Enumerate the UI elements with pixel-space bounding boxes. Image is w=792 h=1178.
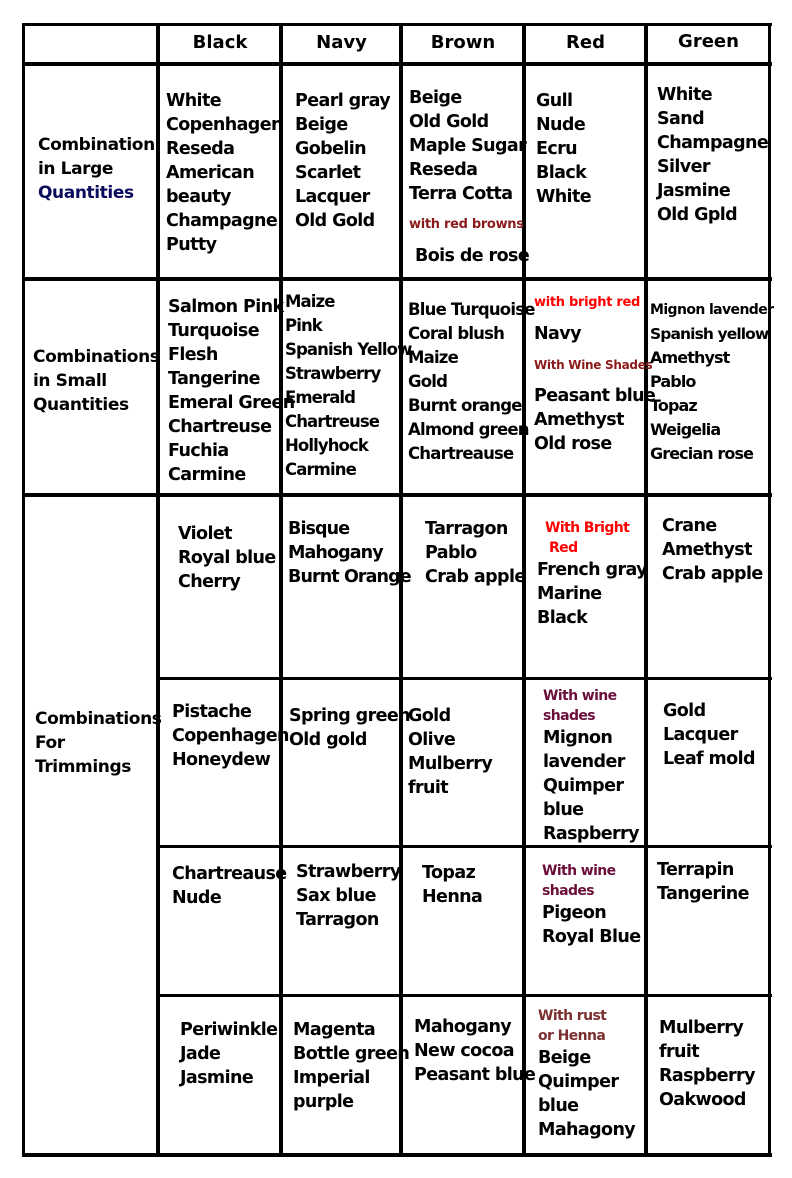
- trim3-black-list: [172, 862, 287, 910]
- list-item: Nude: [536, 115, 586, 135]
- large-green-list: [657, 83, 768, 227]
- trim1-green-list: [662, 514, 763, 586]
- list-item: Emerald: [285, 388, 356, 407]
- list-item: Nude: [172, 888, 222, 908]
- list-item: Mulberry: [659, 1018, 744, 1038]
- list-item: Topaz: [422, 863, 476, 883]
- list-item: Old Gold: [409, 112, 489, 132]
- list-item: Imperial: [293, 1068, 370, 1088]
- list-item: Mahogany: [288, 543, 383, 563]
- list-item: Carmine: [285, 460, 356, 479]
- list-item: White: [536, 187, 591, 207]
- list-item: Raspberry: [659, 1066, 755, 1086]
- list-item: Pearl gray: [295, 91, 391, 111]
- list-item: Copenhagen: [172, 726, 289, 746]
- list-item: Bottle green: [293, 1044, 410, 1064]
- list-item: purple: [293, 1092, 354, 1112]
- list-item: Chartreuse: [168, 417, 272, 437]
- list-item: Mignon: [543, 728, 613, 748]
- list-item: Salmon Pink: [168, 297, 284, 317]
- small-navy-list: [285, 290, 411, 482]
- red-note-bright: with bright red: [534, 295, 640, 310]
- list-item: Strawberry: [285, 364, 381, 383]
- list-item: Crane: [662, 516, 717, 536]
- list-item: Navy: [534, 324, 581, 344]
- trim3-brown-list: [422, 861, 482, 909]
- trim4-green-list: [659, 1016, 755, 1112]
- list-item: Turquoise: [168, 321, 259, 341]
- list-item: Chartreause: [172, 864, 287, 884]
- list-item: Beige: [295, 115, 348, 135]
- list-item: Jasmine: [180, 1068, 254, 1088]
- list-item: Tarragon: [296, 910, 379, 930]
- list-item: Beige: [538, 1048, 591, 1068]
- trim4-brown-list: [414, 1015, 535, 1087]
- list-item: Bisque: [288, 519, 350, 539]
- brown-note: with red browns: [409, 217, 524, 232]
- column-header-brown: Brown: [430, 32, 496, 53]
- list-item: Reseda: [409, 160, 478, 180]
- list-item: Maple Sugar: [409, 136, 527, 156]
- row-label-large-quantities: Combination in Large Quantities: [38, 135, 155, 203]
- trim2-brown-list: [408, 704, 492, 800]
- list-item: Pablo: [650, 372, 696, 391]
- list-item: Pink: [285, 316, 322, 335]
- list-item: Tangerine: [168, 369, 260, 389]
- list-item: blue: [543, 800, 584, 820]
- list-item: Blue Turquoise: [408, 300, 535, 319]
- list-item: Chartreause: [408, 444, 514, 463]
- list-item: Spanish Yellow: [285, 340, 412, 359]
- list-item: Royal Blue: [542, 927, 641, 947]
- list-item: Silver: [657, 157, 710, 177]
- list-item: Crab apple: [662, 564, 763, 584]
- trim4-black-list: [180, 1018, 277, 1090]
- trim4-navy-list: [293, 1018, 409, 1114]
- list-item: Strawberry: [296, 862, 401, 882]
- list-item: Grecian rose: [650, 444, 754, 463]
- list-item: Sand: [657, 109, 704, 129]
- column-header-black: Black: [192, 32, 248, 53]
- trim2-red-list: [543, 686, 639, 846]
- list-item: Quimper: [538, 1072, 619, 1092]
- small-red-list: [534, 292, 655, 456]
- list-item: Peasant blue: [534, 386, 656, 406]
- list-item: Gold: [408, 706, 451, 726]
- list-item: Burnt Orange: [288, 567, 411, 587]
- list-item: Weigelia: [650, 420, 721, 439]
- list-item: Honeydew: [172, 750, 271, 770]
- list-item: Hollyhock: [285, 436, 368, 455]
- list-item: Jade: [180, 1044, 221, 1064]
- trim1-brown-list: [425, 517, 526, 589]
- list-item: Champagne: [657, 133, 769, 153]
- list-item: Raspberry: [543, 824, 639, 844]
- list-item: New cocoa: [414, 1041, 514, 1061]
- list-item: Leaf mold: [663, 749, 755, 769]
- list-item: fruit: [408, 778, 449, 798]
- red-note: With wine shades: [542, 863, 616, 899]
- list-item: Fuchia: [168, 441, 229, 461]
- list-item: Gold: [408, 372, 448, 391]
- list-item: Carmine: [168, 465, 246, 485]
- trim2-black-list: [172, 700, 289, 772]
- row-label-small-quantities: Combinations in Small Quantities: [33, 347, 160, 415]
- list-item: Gobelin: [295, 139, 367, 159]
- list-item: Maize: [285, 292, 335, 311]
- list-item: lavender: [543, 752, 625, 772]
- list-item: Coral blush: [408, 324, 505, 343]
- list-item: Black: [536, 163, 587, 183]
- list-item: Terrapin: [657, 860, 734, 880]
- list-item: Oakwood: [659, 1090, 746, 1110]
- list-item: Emeral Green: [168, 393, 295, 413]
- trim4-red-list: [538, 1006, 635, 1142]
- list-item: Black: [537, 608, 588, 628]
- list-item: Sax blue: [296, 886, 376, 906]
- list-item: Old Gold: [295, 211, 375, 231]
- list-item: Crab apple: [425, 567, 526, 587]
- list-item: Cherry: [178, 572, 241, 592]
- list-item: Bois de rose: [415, 246, 530, 266]
- small-black-list: [168, 295, 295, 487]
- list-item: Amethyst: [650, 348, 730, 367]
- red-note: With Bright Red: [545, 520, 630, 556]
- small-green-list: [650, 298, 773, 466]
- list-item: Topaz: [650, 396, 697, 415]
- list-item: blue: [538, 1096, 579, 1116]
- column-header-green: Green: [678, 31, 739, 52]
- list-item: Beige: [409, 88, 462, 108]
- list-item: Copenhagen: [166, 115, 283, 135]
- list-item: Terra Cotta: [409, 184, 513, 204]
- list-item: Amethyst: [662, 540, 752, 560]
- list-item: Mahogany: [414, 1017, 512, 1037]
- trim1-navy-list: [288, 517, 411, 589]
- list-item: Tangerine: [657, 884, 749, 904]
- list-item: Flesh: [168, 345, 218, 365]
- list-item: Putty: [166, 235, 217, 255]
- large-red-list: [536, 89, 591, 209]
- list-item: Burnt orange: [408, 396, 522, 415]
- list-item: Mahagony: [538, 1120, 636, 1140]
- list-item: Chartreuse: [285, 412, 380, 431]
- list-item: Jasmine: [657, 181, 731, 201]
- list-item: Pablo: [425, 543, 477, 563]
- list-item: Magenta: [293, 1020, 376, 1040]
- column-header-red: Red: [566, 32, 605, 53]
- list-item: Spanish yellow: [650, 325, 769, 343]
- list-item: Gold: [663, 701, 706, 721]
- trim1-red-list: [537, 518, 647, 630]
- trim3-red-list: [542, 861, 640, 949]
- list-item: White: [657, 85, 712, 105]
- column-header-navy: Navy: [316, 32, 367, 53]
- list-item: Violet: [178, 524, 232, 544]
- list-item: Pigeon: [542, 903, 607, 923]
- list-item: Almond green: [408, 420, 529, 439]
- trim1-black-list: [178, 522, 276, 594]
- list-item: Mulberry: [408, 754, 493, 774]
- list-item: Spring green: [289, 706, 410, 726]
- red-note: With wine shades: [543, 688, 617, 724]
- list-item: Pistache: [172, 702, 252, 722]
- list-item: Henna: [422, 887, 483, 907]
- list-item: Tarragon: [425, 519, 508, 539]
- list-item: Maize: [408, 348, 459, 367]
- list-item: Ecru: [536, 139, 578, 159]
- list-item: Lacquer: [295, 187, 370, 207]
- list-item: Lacquer: [663, 725, 738, 745]
- large-brown-list: [409, 86, 529, 268]
- list-item: Gull: [536, 91, 573, 111]
- list-item: Quimper: [543, 776, 624, 796]
- red-note: With rust or Henna: [538, 1008, 607, 1044]
- list-item: Periwinkle: [180, 1020, 278, 1040]
- red-note-wine: With Wine Shades: [534, 358, 653, 372]
- list-item: Old rose: [534, 434, 612, 454]
- list-item: White: [166, 91, 221, 111]
- small-brown-list: [408, 298, 535, 466]
- row-label-trimmings: Combinations For Trimmings: [35, 709, 162, 777]
- list-item: Amethyst: [534, 410, 624, 430]
- list-item: Olive: [408, 730, 456, 750]
- list-item: Royal blue: [178, 548, 276, 568]
- list-item: Marine: [537, 584, 602, 604]
- list-item: Old Gpld: [657, 205, 738, 225]
- large-navy-list: [295, 89, 390, 233]
- list-item: Reseda: [166, 139, 235, 159]
- trim3-green-list: [657, 858, 749, 906]
- trim2-green-list: [663, 699, 755, 771]
- large-black-list: [166, 89, 283, 257]
- list-item: Peasant blue: [414, 1065, 536, 1085]
- trim2-navy-list: [289, 704, 410, 752]
- list-item: Champagne: [166, 211, 278, 231]
- list-item: Old gold: [289, 730, 367, 750]
- list-item: American: [166, 163, 255, 183]
- trim3-navy-list: [296, 860, 401, 932]
- list-item: beauty: [166, 187, 231, 207]
- list-item: French gray: [537, 560, 647, 580]
- list-item: fruit: [659, 1042, 700, 1062]
- list-item: Scarlet: [295, 163, 361, 183]
- list-item: Mignon lavender: [650, 302, 774, 318]
